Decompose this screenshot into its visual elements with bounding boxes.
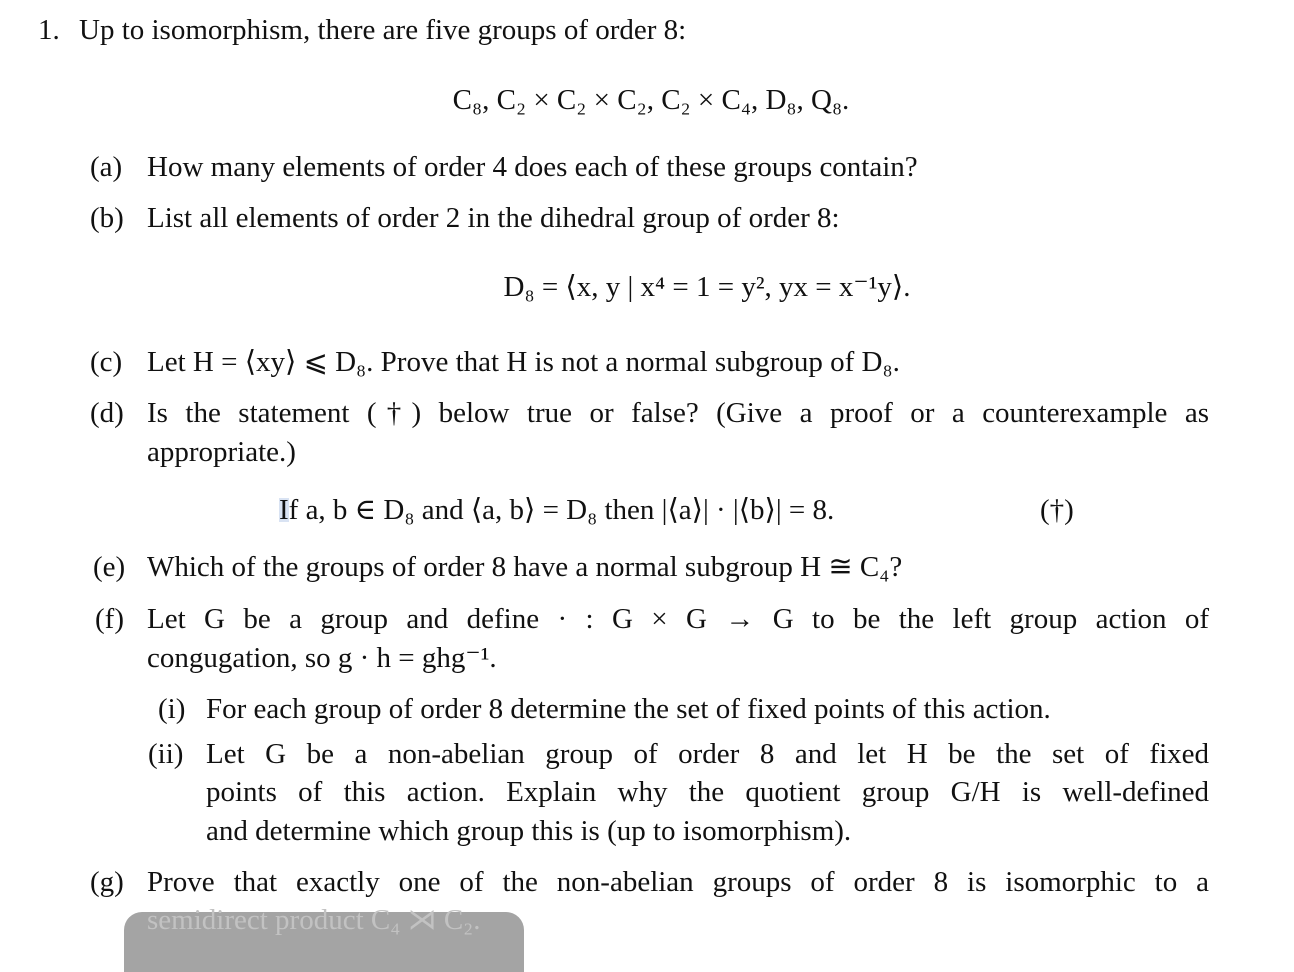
part-f-i-text: For each group of order 8 determine the set of fixed points of this action. bbox=[206, 693, 1051, 725]
part-f-line2: congugation, so g · h = ghg⁻¹. bbox=[147, 642, 497, 674]
dagger-statement: If a, b ∈ D₈ and ⟨a, b⟩ = D₈ then |⟨a⟩| · |⟨b⟩| = 8. bbox=[279, 494, 835, 526]
part-f-i-label: (i) bbox=[158, 693, 186, 725]
groups-list: C₈, C₂ × C₂ × C₂, C₂ × C₄, D₈, Q₈. bbox=[452, 84, 850, 116]
part-a-text: How many elements of order 4 does each of these groups contain? bbox=[147, 151, 918, 183]
part-f-label: (f) bbox=[95, 603, 124, 635]
part-f-ii-line2: points of this action. Explain why the quotient group G/H is well-defined bbox=[206, 776, 1209, 808]
part-c-label: (c) bbox=[90, 346, 123, 378]
problem-number: 1. bbox=[38, 14, 60, 46]
part-d-label: (d) bbox=[90, 397, 124, 429]
part-a-label: (a) bbox=[90, 151, 123, 183]
part-f-ii-line1: Let G be a non-abelian group of order 8 and let H be the set of fixed bbox=[206, 738, 1209, 770]
problem-intro: Up to isomorphism, there are five groups of order 8: bbox=[79, 14, 687, 46]
part-e-label: (e) bbox=[93, 551, 126, 583]
part-f-ii-line3: and determine which group this is (up to isomorphism). bbox=[206, 815, 852, 847]
part-g-line2: semidirect product C₄ ⋊ C₂. bbox=[147, 904, 481, 936]
part-c-text: Let H = ⟨xy⟩ ⩽ D₈. Prove that H is not a normal subgroup of D₈. bbox=[147, 346, 900, 378]
dagger-tag: (†) bbox=[1040, 494, 1074, 526]
dihedral-presentation: D₈ = ⟨x, y | x⁴ = 1 = y², yx = x⁻¹y⟩. bbox=[503, 271, 911, 303]
part-b-label: (b) bbox=[90, 202, 124, 234]
part-g-label: (g) bbox=[90, 866, 124, 898]
part-f-line1: Let G be a group and define · : G × G → G to be the left group action of bbox=[147, 603, 1209, 635]
part-e-text: Which of the groups of order 8 have a normal subgroup H ≅ C₄? bbox=[147, 551, 903, 583]
part-b-text: List all elements of order 2 in the dihedral group of order 8: bbox=[147, 202, 840, 234]
part-d-line2: appropriate.) bbox=[147, 436, 296, 468]
part-g-line1: Prove that exactly one of the non-abelian groups of order 8 is isomorphic to a bbox=[147, 866, 1209, 898]
part-d-line1: Is the statement (†) below true or false? (Give a proof or a counterexample as bbox=[147, 397, 1209, 429]
part-f-ii-label: (ii) bbox=[148, 738, 184, 770]
